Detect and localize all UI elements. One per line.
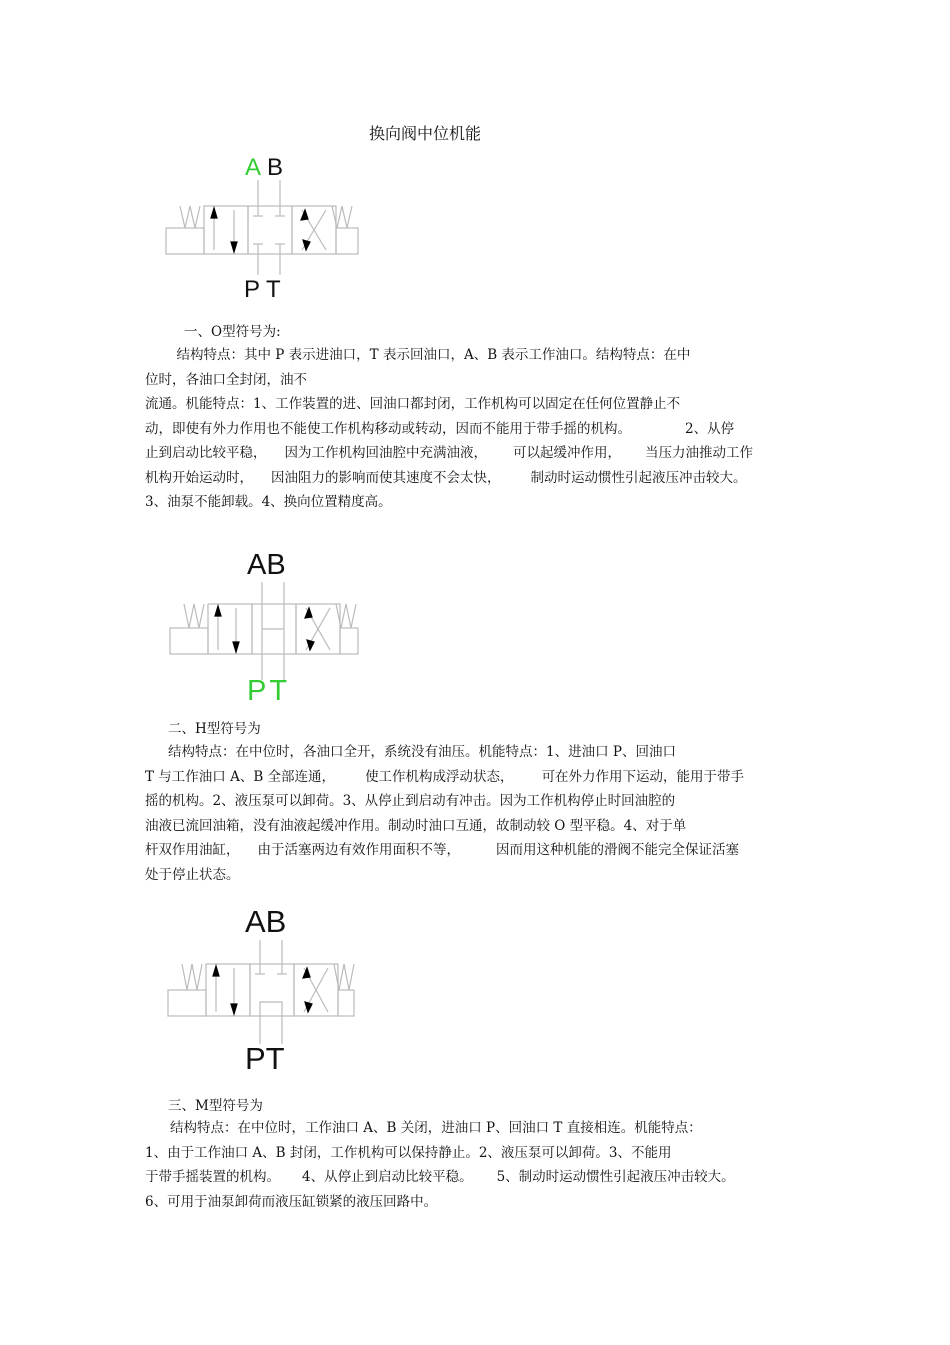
text-line: 5、制动时运动惯性引起液压冲击较大。 [496,1169,735,1185]
text-line: 油液已流回油箱，没有油液起缓冲作用。制动时油口互通，故制动较 O 型平稳。4、对于单 [145,817,687,834]
text-line: 摇的机构。2、液压泵可以卸荷。3、从停止到启动有冲击。因为工作机构停止时回油腔的 [145,793,676,809]
text-line: 当压力油推动工作 [645,445,753,461]
valve-symbol-o-type [160,180,370,280]
text-line: 动，即使有外力作用也不能使工作机构移动或转动，因而不能用于带手摇的机构。 [145,420,631,437]
text-line: 结构特点：其中 P 表示进油口，T 表示回油口，A、B 表示工作油口。结构特点：在中 [163,347,691,363]
port-t-label: T [266,276,281,303]
pt-label-h: PT [247,675,291,707]
text-line: 因为工作机构回油腔中充满油液， [284,445,487,461]
section-m-text [145,1116,805,1214]
text-line: 结构特点：在中位时，各油口全开，系统没有油压。机能特点：1、进油口 P、回油口 [168,744,676,760]
text-line: 流通。机能特点：1、工作装置的进、回油口都封闭，工作机构可以固定在任何位置静止不 [145,396,681,412]
page-title: 换向阀中位机能 [368,124,481,143]
text-line: 2、从停 [685,420,735,437]
text-line: 1、由于工作油口 A、B 封闭，工作机构可以保持静止。2、液压泵可以卸荷。3、不能用 [145,1144,672,1161]
ab-label-m: AB [245,904,287,939]
text-line: 止到启动比较平稳， [145,445,267,461]
text-line: 制动时运动惯性引起液压冲击较大。 [530,469,747,486]
text-line: 于带手摇装置的机构。 [145,1169,280,1185]
text-line: T 与工作油口 A、B 全部连通， [145,768,336,785]
text-line: 使工作机构成浮动状态， [365,768,514,785]
text-line: 因油阻力的影响而使其速度不会太快， [271,469,501,486]
section-o-text [145,343,805,515]
port-b-label: B [267,154,284,181]
section-h-heading: 二、H型符号为 [168,721,261,737]
text-line: 可以起缓冲作用， [513,445,621,461]
text-line: 6、可用于油泵卸荷而液压缸锁紧的液压回路中。 [145,1193,438,1210]
text-line: 处于停止状态。 [145,866,240,883]
text-line: 由于活塞两边有效作用面积不等， [257,842,460,858]
valve-symbol-h-type [162,582,372,682]
valve-symbol-m-type [160,940,370,1050]
text-line: 机构开始运动时， [145,469,253,486]
text-line: 杆双作用油缸， [145,842,240,858]
text-line: 位时，各油口全封闭，油不 [145,371,307,388]
port-a-label: A [245,154,262,181]
text-line: 结构特点：在中位时，工作油口 A、B 关闭，进油口 P、回油口 T 直接相连。机能特点： [170,1120,702,1136]
text-line: 3、油泵不能卸载。4、换向位置精度高。 [145,494,392,510]
text-line: 4、从停止到启动比较平稳。 [302,1169,473,1185]
section-m-heading: 三、M型符号为 [168,1098,263,1114]
section-o-heading: 一、O型符号为: [184,324,281,340]
text-line: 因而用这种机能的滑阀不能完全保证活塞 [496,842,739,858]
pt-label-m: PT [245,1041,285,1076]
ab-label-h: AB [247,549,286,581]
port-p-label: P [244,276,261,303]
section-h-text [145,740,805,887]
text-line: 可在外力作用下运动，能用于带手 [541,768,745,785]
